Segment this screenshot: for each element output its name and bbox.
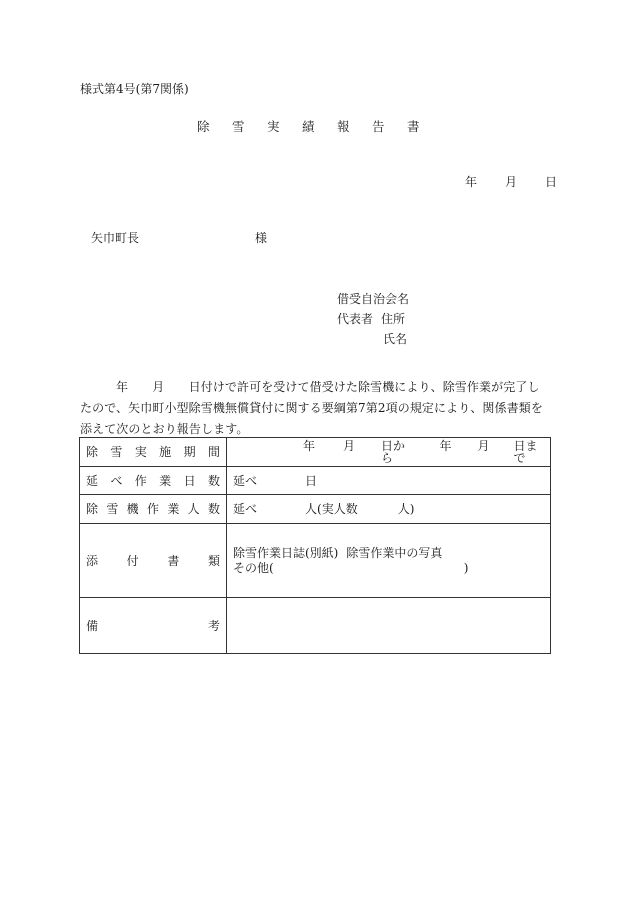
addressee-honorific: 様 — [255, 231, 268, 245]
sender-association: 借受自治会名 — [337, 292, 410, 306]
document-title — [197, 121, 442, 134]
report-table — [79, 437, 551, 654]
date-day: 日 — [545, 175, 558, 189]
report-body-text: 年 月 日付けで許可を受けて借受けた除雪機により、除雪作業が完了したので、矢巾町小型除雪機無償貸付に関する要綱第7第2項の規定により、関係書類を添えて次のとおり報告します。 — [80, 380, 543, 436]
table-row — [80, 495, 551, 524]
table-row — [80, 438, 551, 467]
period-value[interactable]: 年 月 日から 年 月 日まで — [227, 438, 551, 467]
sender-block — [337, 289, 409, 349]
period-label: 除 雪 実 施 期 間 — [80, 438, 227, 467]
notes-label: 備 考 — [80, 598, 227, 654]
attachments-label: 添 付 書 類 — [80, 524, 227, 598]
title-char: 除 — [197, 119, 210, 134]
title-char: 雪 — [232, 119, 245, 134]
days-value[interactable]: 延べ 日 — [227, 467, 551, 495]
report-body — [80, 377, 550, 440]
title-char: 績 — [302, 119, 315, 134]
sender-address-label: 住所 — [381, 312, 406, 326]
table-row — [80, 524, 551, 598]
addressee — [91, 232, 267, 244]
table-row — [80, 467, 551, 495]
title-char: 告 — [372, 119, 385, 134]
people-label: 除 雪 機 作 業 人 数 — [80, 495, 227, 524]
notes-value[interactable] — [227, 598, 551, 654]
title-char: 実 — [267, 119, 280, 134]
date-year: 年 — [465, 175, 478, 189]
date-month: 月 — [505, 175, 518, 189]
date-line — [465, 176, 557, 188]
days-label: 延 べ 作 業 日 数 — [80, 467, 227, 495]
attachments-value[interactable]: 除雪作業日誌(別紙) 除雪作業中の写真 その他( ) — [227, 524, 551, 598]
addressee-name: 矢巾町長 — [91, 231, 140, 245]
title-char: 書 — [407, 119, 420, 134]
table-row — [80, 598, 551, 654]
form-number: 様式第4号(第7関係) — [80, 82, 189, 96]
people-value[interactable]: 延べ 人(実人数 人) — [227, 495, 551, 524]
sender-rep-label: 代表者 — [337, 312, 374, 326]
sender-name-label: 氏名 — [383, 332, 408, 346]
title-char: 報 — [337, 119, 350, 134]
